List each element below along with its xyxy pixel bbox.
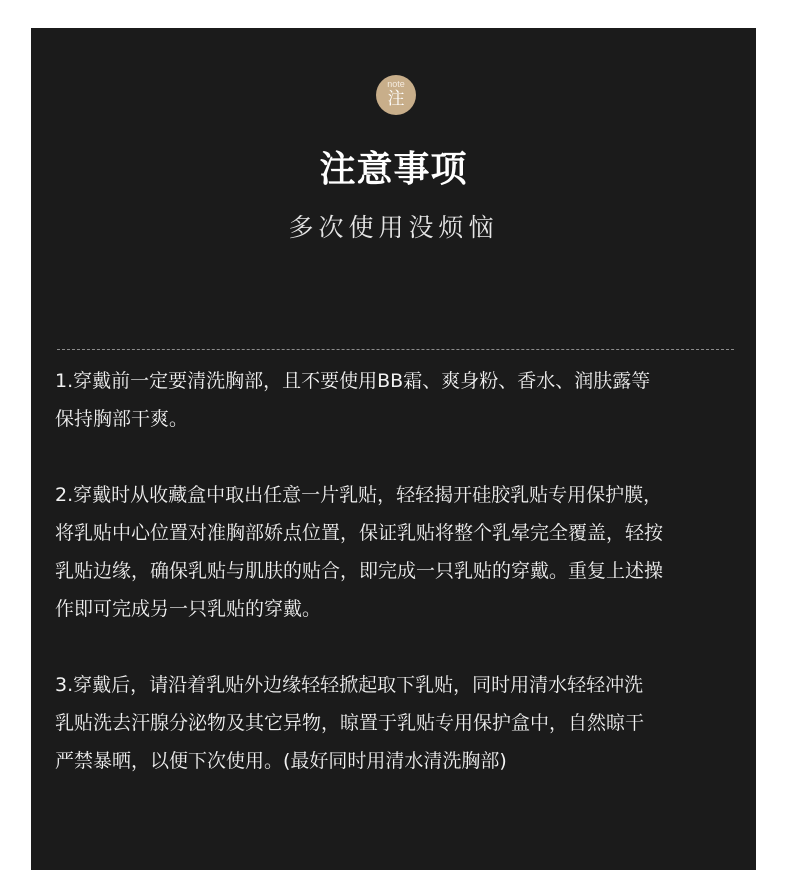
note-line: 3.穿戴后，请沿着乳贴外边缘轻轻掀起取下乳贴，同时用清水轻轻冲洗 [55,674,644,696]
note-item-1 [55,362,755,438]
dashed-divider [57,349,734,350]
badge-small-text: note [387,79,405,89]
note-line: 乳贴洗去汗腺分泌物及其它异物，晾置于乳贴专用保护盒中，自然晾干 [55,712,645,734]
note-badge-icon [376,75,416,115]
page-subtitle: 多次使用没烦恼 [288,213,499,242]
note-line: 1.穿戴前一定要清洗胸部，且不要使用BB霜、爽身粉、香水、润肤露等 [55,370,651,392]
note-line: 作即可完成另一只乳贴的穿戴。 [55,598,322,620]
page-title: 注意事项 [319,149,468,190]
note-line: 将乳贴中心位置对准胸部娇点位置，保证乳贴将整个乳晕完全覆盖，轻按 [55,522,664,544]
badge-big-text: 注 [387,89,405,109]
note-item-2 [55,476,755,628]
notice-panel [31,28,756,870]
note-line: 保持胸部干爽。 [55,408,189,430]
notes-list [55,362,755,818]
note-line: 2.穿戴时从收藏盒中取出任意一片乳贴，轻轻揭开硅胶乳贴专用保护膜， [55,484,663,506]
note-line: 乳贴边缘，确保乳贴与肌肤的贴合，即完成一只乳贴的穿戴。重复上述操 [55,560,664,582]
note-item-3 [55,666,755,780]
note-line: 严禁暴晒，以便下次使用。(最好同时用清水清洗胸部) [55,750,507,772]
